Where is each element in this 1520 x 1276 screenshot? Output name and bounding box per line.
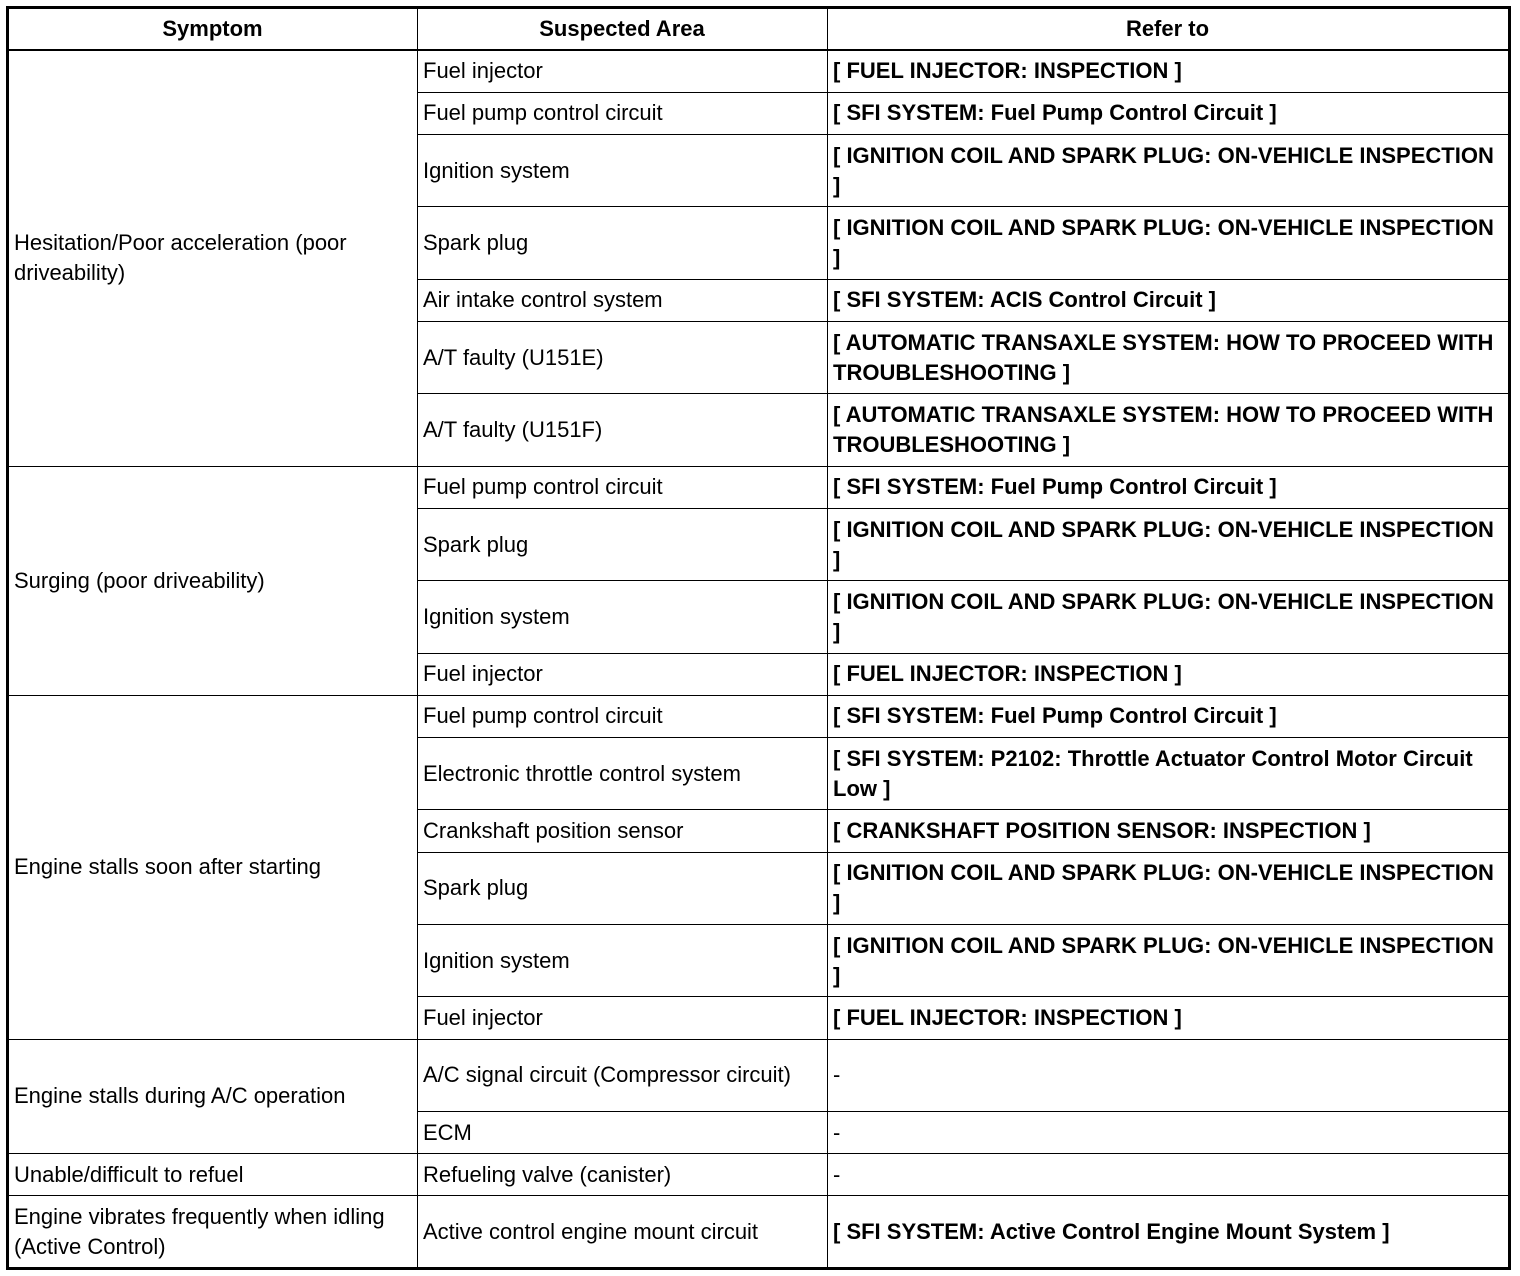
suspected-area-cell: Fuel injector xyxy=(418,997,828,1039)
suspected-area-cell: A/T faulty (U151F) xyxy=(418,394,828,466)
refer-to-link[interactable]: [ FUEL INJECTOR: INSPECTION ] xyxy=(828,50,1510,92)
refer-to-link[interactable]: [ SFI SYSTEM: Active Control Engine Mount System ] xyxy=(828,1196,1510,1269)
refer-to-cell: - xyxy=(828,1039,1510,1111)
symptom-cell: Engine stalls during A/C operation xyxy=(8,1039,418,1154)
suspected-area-cell: Spark plug xyxy=(418,207,828,279)
suspected-area-cell: Ignition system xyxy=(418,134,828,206)
symptom-cell: Surging (poor driveability) xyxy=(8,466,418,695)
refer-to-link[interactable]: [ IGNITION COIL AND SPARK PLUG: ON-VEHICLE INSPECTION ] xyxy=(828,581,1510,653)
suspected-area-cell: Ignition system xyxy=(418,925,828,997)
suspected-area-cell: Fuel pump control circuit xyxy=(418,695,828,737)
refer-to-link[interactable]: [ IGNITION COIL AND SPARK PLUG: ON-VEHICLE INSPECTION ] xyxy=(828,925,1510,997)
suspected-area-cell: Refueling valve (canister) xyxy=(418,1154,828,1196)
refer-to-link[interactable]: [ FUEL INJECTOR: INSPECTION ] xyxy=(828,653,1510,695)
table-row xyxy=(8,466,1510,508)
refer-to-link[interactable]: [ SFI SYSTEM: Fuel Pump Control Circuit ] xyxy=(828,466,1510,508)
suspected-area-cell: Ignition system xyxy=(418,581,828,653)
header-suspected-area: Suspected Area xyxy=(418,8,828,51)
table-row xyxy=(8,50,1510,92)
refer-to-link[interactable]: [ IGNITION COIL AND SPARK PLUG: ON-VEHICLE INSPECTION ] xyxy=(828,134,1510,206)
refer-to-link[interactable]: [ IGNITION COIL AND SPARK PLUG: ON-VEHICLE INSPECTION ] xyxy=(828,207,1510,279)
symptom-cell: Engine stalls soon after starting xyxy=(8,695,418,1039)
table-row xyxy=(8,1196,1510,1269)
symptom-table xyxy=(6,6,1511,1270)
suspected-area-cell: ECM xyxy=(418,1112,828,1154)
suspected-area-cell: Fuel injector xyxy=(418,50,828,92)
table-row xyxy=(8,1154,1510,1196)
refer-to-link[interactable]: [ SFI SYSTEM: Fuel Pump Control Circuit ] xyxy=(828,92,1510,134)
symptom-cell: Hesitation/Poor acceleration (poor driveability) xyxy=(8,50,418,466)
suspected-area-cell: A/T faulty (U151E) xyxy=(418,321,828,393)
refer-to-link[interactable]: [ CRANKSHAFT POSITION SENSOR: INSPECTION ] xyxy=(828,810,1510,852)
refer-to-link[interactable]: [ FUEL INJECTOR: INSPECTION ] xyxy=(828,997,1510,1039)
suspected-area-cell: Active control engine mount circuit xyxy=(418,1196,828,1269)
table-row xyxy=(8,1039,1510,1111)
table-row xyxy=(8,695,1510,737)
suspected-area-cell: Air intake control system xyxy=(418,279,828,321)
suspected-area-cell: Electronic throttle control system xyxy=(418,738,828,810)
refer-to-link[interactable]: [ IGNITION COIL AND SPARK PLUG: ON-VEHICLE INSPECTION ] xyxy=(828,508,1510,580)
refer-to-cell: - xyxy=(828,1154,1510,1196)
header-row xyxy=(8,8,1510,51)
refer-to-link[interactable]: [ AUTOMATIC TRANSAXLE SYSTEM: HOW TO PROCEED WITH TROUBLESHOOTING ] xyxy=(828,321,1510,393)
refer-to-link[interactable]: [ AUTOMATIC TRANSAXLE SYSTEM: HOW TO PROCEED WITH TROUBLESHOOTING ] xyxy=(828,394,1510,466)
header-refer-to: Refer to xyxy=(828,8,1510,51)
suspected-area-cell: A/C signal circuit (Compressor circuit) xyxy=(418,1039,828,1111)
refer-to-link[interactable]: [ IGNITION COIL AND SPARK PLUG: ON-VEHICLE INSPECTION ] xyxy=(828,852,1510,924)
suspected-area-cell: Fuel pump control circuit xyxy=(418,466,828,508)
suspected-area-cell: Fuel pump control circuit xyxy=(418,92,828,134)
refer-to-link[interactable]: [ SFI SYSTEM: ACIS Control Circuit ] xyxy=(828,279,1510,321)
symptom-cell: Unable/difficult to refuel xyxy=(8,1154,418,1196)
suspected-area-cell: Fuel injector xyxy=(418,653,828,695)
refer-to-cell: - xyxy=(828,1112,1510,1154)
suspected-area-cell: Spark plug xyxy=(418,852,828,924)
refer-to-link[interactable]: [ SFI SYSTEM: Fuel Pump Control Circuit ] xyxy=(828,695,1510,737)
symptom-cell: Engine vibrates frequently when idling (Active Control) xyxy=(8,1196,418,1269)
suspected-area-cell: Crankshaft position sensor xyxy=(418,810,828,852)
suspected-area-cell: Spark plug xyxy=(418,508,828,580)
header-symptom: Symptom xyxy=(8,8,418,51)
refer-to-link[interactable]: [ SFI SYSTEM: P2102: Throttle Actuator Control Motor Circuit Low ] xyxy=(828,738,1510,810)
